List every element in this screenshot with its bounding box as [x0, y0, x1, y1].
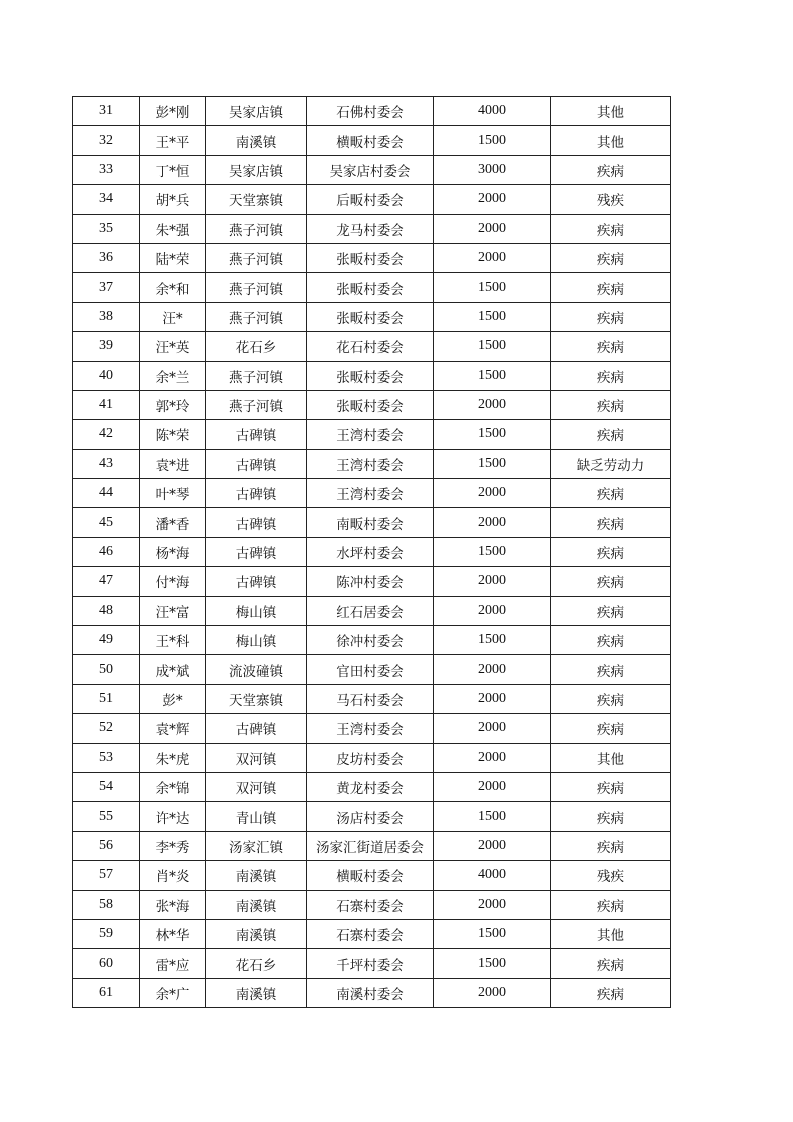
- serial-number-cell: 50: [73, 655, 140, 684]
- name-cell: 肖*炎: [140, 861, 206, 890]
- reason-cell: 疾病: [551, 567, 671, 596]
- village-cell: 千坪村委会: [307, 949, 434, 978]
- town-cell: 花石乡: [206, 332, 307, 361]
- name-cell: 雷*应: [140, 949, 206, 978]
- town-cell: 天堂寨镇: [206, 684, 307, 713]
- amount-cell: 2000: [434, 243, 551, 272]
- reason-cell: 疾病: [551, 655, 671, 684]
- reason-cell: 疾病: [551, 479, 671, 508]
- village-cell: 王湾村委会: [307, 449, 434, 478]
- amount-cell: 3000: [434, 155, 551, 184]
- table-row: [73, 214, 671, 243]
- amount-cell: 1500: [434, 802, 551, 831]
- table-row: [73, 978, 671, 1007]
- serial-number-cell: 45: [73, 508, 140, 537]
- town-cell: 燕子河镇: [206, 243, 307, 272]
- table-row: [73, 126, 671, 155]
- name-cell: 汪*: [140, 302, 206, 331]
- town-cell: 燕子河镇: [206, 214, 307, 243]
- village-cell: 石佛村委会: [307, 97, 434, 126]
- village-cell: 南畈村委会: [307, 508, 434, 537]
- table-row: [73, 655, 671, 684]
- town-cell: 南溪镇: [206, 890, 307, 919]
- town-cell: 天堂寨镇: [206, 185, 307, 214]
- reason-cell: 疾病: [551, 949, 671, 978]
- serial-number-cell: 43: [73, 449, 140, 478]
- name-cell: 王*科: [140, 626, 206, 655]
- table-row: [73, 449, 671, 478]
- serial-number-cell: 37: [73, 273, 140, 302]
- name-cell: 朱*虎: [140, 743, 206, 772]
- name-cell: 汪*富: [140, 596, 206, 625]
- serial-number-cell: 39: [73, 332, 140, 361]
- village-cell: 花石村委会: [307, 332, 434, 361]
- table-row: [73, 890, 671, 919]
- serial-number-cell: 33: [73, 155, 140, 184]
- amount-cell: 2000: [434, 684, 551, 713]
- amount-cell: 2000: [434, 567, 551, 596]
- amount-cell: 2000: [434, 214, 551, 243]
- village-cell: 汤店村委会: [307, 802, 434, 831]
- reason-cell: 其他: [551, 743, 671, 772]
- village-cell: 横畈村委会: [307, 126, 434, 155]
- amount-cell: 2000: [434, 655, 551, 684]
- amount-cell: 1500: [434, 949, 551, 978]
- village-cell: 张畈村委会: [307, 243, 434, 272]
- amount-cell: 2000: [434, 743, 551, 772]
- amount-cell: 2000: [434, 831, 551, 860]
- village-cell: 张畈村委会: [307, 361, 434, 390]
- serial-number-cell: 35: [73, 214, 140, 243]
- town-cell: 梅山镇: [206, 596, 307, 625]
- village-cell: 水坪村委会: [307, 537, 434, 566]
- serial-number-cell: 36: [73, 243, 140, 272]
- town-cell: 双河镇: [206, 743, 307, 772]
- table-row: [73, 831, 671, 860]
- village-cell: 官田村委会: [307, 655, 434, 684]
- serial-number-cell: 52: [73, 714, 140, 743]
- reason-cell: 疾病: [551, 537, 671, 566]
- serial-number-cell: 34: [73, 185, 140, 214]
- village-cell: 皮坊村委会: [307, 743, 434, 772]
- village-cell: 吴家店村委会: [307, 155, 434, 184]
- table-row: [73, 537, 671, 566]
- table-row: [73, 596, 671, 625]
- serial-number-cell: 61: [73, 978, 140, 1007]
- reason-cell: 残疾: [551, 861, 671, 890]
- reason-cell: 疾病: [551, 155, 671, 184]
- name-cell: 丁*恒: [140, 155, 206, 184]
- amount-cell: 2000: [434, 596, 551, 625]
- town-cell: 燕子河镇: [206, 302, 307, 331]
- reason-cell: 其他: [551, 919, 671, 948]
- town-cell: 双河镇: [206, 772, 307, 801]
- reason-cell: 其他: [551, 97, 671, 126]
- amount-cell: 1500: [434, 420, 551, 449]
- reason-cell: 疾病: [551, 714, 671, 743]
- table-row: [73, 420, 671, 449]
- town-cell: 燕子河镇: [206, 273, 307, 302]
- amount-cell: 2000: [434, 890, 551, 919]
- village-cell: 横畈村委会: [307, 861, 434, 890]
- serial-number-cell: 55: [73, 802, 140, 831]
- reason-cell: 疾病: [551, 390, 671, 419]
- name-cell: 袁*进: [140, 449, 206, 478]
- town-cell: 南溪镇: [206, 919, 307, 948]
- town-cell: 流波䃥镇: [206, 655, 307, 684]
- name-cell: 袁*辉: [140, 714, 206, 743]
- village-cell: 石寨村委会: [307, 890, 434, 919]
- table-body: [73, 97, 671, 1008]
- reason-cell: 疾病: [551, 508, 671, 537]
- village-cell: 张畈村委会: [307, 302, 434, 331]
- reason-cell: 疾病: [551, 890, 671, 919]
- amount-cell: 1500: [434, 537, 551, 566]
- name-cell: 付*海: [140, 567, 206, 596]
- reason-cell: 疾病: [551, 214, 671, 243]
- amount-cell: 2000: [434, 479, 551, 508]
- town-cell: 燕子河镇: [206, 361, 307, 390]
- town-cell: 南溪镇: [206, 861, 307, 890]
- table-row: [73, 949, 671, 978]
- village-cell: 汤家汇街道居委会: [307, 831, 434, 860]
- village-cell: 石寨村委会: [307, 919, 434, 948]
- reason-cell: 疾病: [551, 831, 671, 860]
- town-cell: 吴家店镇: [206, 97, 307, 126]
- amount-cell: 1500: [434, 302, 551, 331]
- amount-cell: 2000: [434, 390, 551, 419]
- reason-cell: 缺乏劳动力: [551, 449, 671, 478]
- name-cell: 叶*琴: [140, 479, 206, 508]
- name-cell: 余*广: [140, 978, 206, 1007]
- town-cell: 花石乡: [206, 949, 307, 978]
- village-cell: 王湾村委会: [307, 479, 434, 508]
- amount-cell: 2000: [434, 714, 551, 743]
- amount-cell: 1500: [434, 919, 551, 948]
- village-cell: 王湾村委会: [307, 714, 434, 743]
- reason-cell: 疾病: [551, 273, 671, 302]
- serial-number-cell: 49: [73, 626, 140, 655]
- village-cell: 陈冲村委会: [307, 567, 434, 596]
- table-row: [73, 743, 671, 772]
- amount-cell: 1500: [434, 273, 551, 302]
- reason-cell: 疾病: [551, 420, 671, 449]
- village-cell: 王湾村委会: [307, 420, 434, 449]
- name-cell: 郭*玲: [140, 390, 206, 419]
- village-cell: 南溪村委会: [307, 978, 434, 1007]
- amount-cell: 2000: [434, 508, 551, 537]
- name-cell: 彭*刚: [140, 97, 206, 126]
- table-row: [73, 567, 671, 596]
- village-cell: 张畈村委会: [307, 273, 434, 302]
- table-row: [73, 243, 671, 272]
- table-row: [73, 97, 671, 126]
- reason-cell: 疾病: [551, 596, 671, 625]
- amount-cell: 1500: [434, 332, 551, 361]
- amount-cell: 4000: [434, 97, 551, 126]
- table-row: [73, 273, 671, 302]
- town-cell: 古碑镇: [206, 567, 307, 596]
- assistance-table: [72, 96, 671, 1008]
- serial-number-cell: 31: [73, 97, 140, 126]
- table-row: [73, 684, 671, 713]
- village-cell: 红石居委会: [307, 596, 434, 625]
- town-cell: 南溪镇: [206, 978, 307, 1007]
- name-cell: 陈*荣: [140, 420, 206, 449]
- table-row: [73, 332, 671, 361]
- table-row: [73, 302, 671, 331]
- name-cell: 林*华: [140, 919, 206, 948]
- town-cell: 吴家店镇: [206, 155, 307, 184]
- reason-cell: 疾病: [551, 361, 671, 390]
- table-row: [73, 626, 671, 655]
- name-cell: 张*海: [140, 890, 206, 919]
- reason-cell: 其他: [551, 126, 671, 155]
- name-cell: 成*斌: [140, 655, 206, 684]
- town-cell: 梅山镇: [206, 626, 307, 655]
- reason-cell: 疾病: [551, 978, 671, 1007]
- table-row: [73, 919, 671, 948]
- village-cell: 徐冲村委会: [307, 626, 434, 655]
- name-cell: 陆*荣: [140, 243, 206, 272]
- table-row: [73, 155, 671, 184]
- village-cell: 黄龙村委会: [307, 772, 434, 801]
- amount-cell: 1500: [434, 626, 551, 655]
- reason-cell: 疾病: [551, 772, 671, 801]
- town-cell: 燕子河镇: [206, 390, 307, 419]
- serial-number-cell: 46: [73, 537, 140, 566]
- village-cell: 马石村委会: [307, 684, 434, 713]
- town-cell: 古碑镇: [206, 449, 307, 478]
- town-cell: 南溪镇: [206, 126, 307, 155]
- serial-number-cell: 57: [73, 861, 140, 890]
- amount-cell: 2000: [434, 978, 551, 1007]
- amount-cell: 1500: [434, 361, 551, 390]
- name-cell: 朱*强: [140, 214, 206, 243]
- name-cell: 彭*: [140, 684, 206, 713]
- table-row: [73, 361, 671, 390]
- village-cell: 张畈村委会: [307, 390, 434, 419]
- reason-cell: 疾病: [551, 626, 671, 655]
- name-cell: 胡*兵: [140, 185, 206, 214]
- reason-cell: 疾病: [551, 302, 671, 331]
- name-cell: 余*和: [140, 273, 206, 302]
- serial-number-cell: 51: [73, 684, 140, 713]
- serial-number-cell: 53: [73, 743, 140, 772]
- serial-number-cell: 48: [73, 596, 140, 625]
- table-row: [73, 802, 671, 831]
- name-cell: 许*达: [140, 802, 206, 831]
- name-cell: 李*秀: [140, 831, 206, 860]
- town-cell: 古碑镇: [206, 714, 307, 743]
- village-cell: 后畈村委会: [307, 185, 434, 214]
- name-cell: 汪*英: [140, 332, 206, 361]
- name-cell: 余*兰: [140, 361, 206, 390]
- amount-cell: 1500: [434, 126, 551, 155]
- name-cell: 杨*海: [140, 537, 206, 566]
- serial-number-cell: 47: [73, 567, 140, 596]
- town-cell: 汤家汇镇: [206, 831, 307, 860]
- table-row: [73, 772, 671, 801]
- serial-number-cell: 44: [73, 479, 140, 508]
- serial-number-cell: 54: [73, 772, 140, 801]
- amount-cell: 2000: [434, 772, 551, 801]
- name-cell: 潘*香: [140, 508, 206, 537]
- table-row: [73, 508, 671, 537]
- serial-number-cell: 56: [73, 831, 140, 860]
- name-cell: 王*平: [140, 126, 206, 155]
- reason-cell: 疾病: [551, 332, 671, 361]
- serial-number-cell: 60: [73, 949, 140, 978]
- name-cell: 余*锦: [140, 772, 206, 801]
- reason-cell: 疾病: [551, 802, 671, 831]
- reason-cell: 疾病: [551, 243, 671, 272]
- amount-cell: 1500: [434, 449, 551, 478]
- serial-number-cell: 59: [73, 919, 140, 948]
- table-row: [73, 714, 671, 743]
- town-cell: 古碑镇: [206, 537, 307, 566]
- serial-number-cell: 42: [73, 420, 140, 449]
- town-cell: 古碑镇: [206, 420, 307, 449]
- table-row: [73, 479, 671, 508]
- table-row: [73, 390, 671, 419]
- table-row: [73, 185, 671, 214]
- reason-cell: 疾病: [551, 684, 671, 713]
- table-row: [73, 861, 671, 890]
- town-cell: 青山镇: [206, 802, 307, 831]
- village-cell: 龙马村委会: [307, 214, 434, 243]
- reason-cell: 残疾: [551, 185, 671, 214]
- serial-number-cell: 40: [73, 361, 140, 390]
- serial-number-cell: 41: [73, 390, 140, 419]
- town-cell: 古碑镇: [206, 479, 307, 508]
- amount-cell: 2000: [434, 185, 551, 214]
- amount-cell: 4000: [434, 861, 551, 890]
- serial-number-cell: 58: [73, 890, 140, 919]
- serial-number-cell: 32: [73, 126, 140, 155]
- town-cell: 古碑镇: [206, 508, 307, 537]
- serial-number-cell: 38: [73, 302, 140, 331]
